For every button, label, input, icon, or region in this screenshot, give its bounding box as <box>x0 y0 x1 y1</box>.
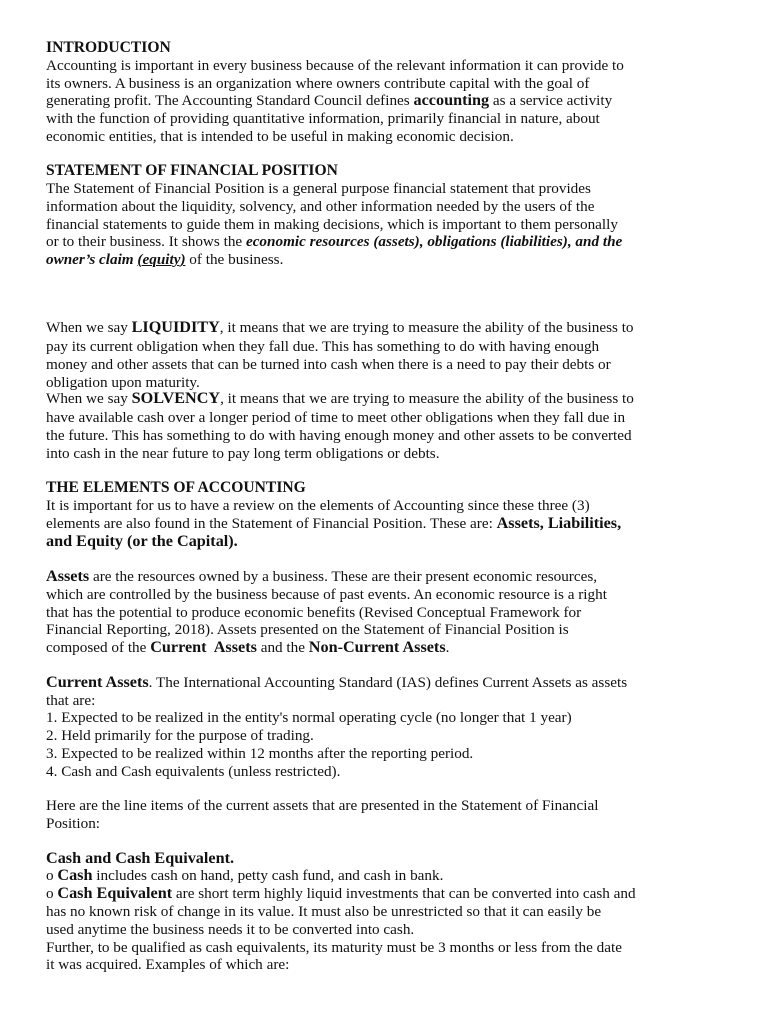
sfp-line: financial statements to guide them in making decisions, which is important to them personally <box>46 216 618 233</box>
sfp-line: The Statement of Financial Position is a general purpose financial statement that provides <box>46 180 591 197</box>
liquidity-line: obligation upon maturity. <box>46 374 200 391</box>
text-run: or to their business. It shows the <box>46 233 246 250</box>
cash-bullet <box>46 867 443 885</box>
text-run: , it means that we are trying to measure the ability of the business to <box>219 319 634 336</box>
line-items-text: Position: <box>46 815 101 832</box>
solvency-term: SOLVENCY <box>131 389 221 407</box>
intro-line: economic entities, that is intended to be useful in making economic decision. <box>46 128 514 145</box>
current-assets-heading: Current Assets <box>46 673 149 691</box>
intro-line: its owners. A business is an organization where owners contribute capital with the goal of <box>46 75 590 92</box>
cash-line: Further, to be qualified as cash equivalents, its maturity must be 3 months or less from the date <box>46 939 622 956</box>
non-current-assets-term: Non-Current Assets <box>308 638 446 656</box>
text-run: , it means that we are trying to measure the ability of the business to <box>220 390 634 407</box>
elements-heading: THE ELEMENTS OF ACCOUNTING <box>46 479 306 496</box>
text-run: composed of the <box>46 639 151 656</box>
text-run: of the business. <box>185 251 284 268</box>
intro-line: Accounting is important in every business because of the relevant information it can provide to <box>46 57 624 74</box>
text-run: are the resources owned by a business. These are their present economic resources, <box>89 568 598 585</box>
sfp-line <box>46 251 283 269</box>
current-assets-line: that are: <box>46 692 96 709</box>
solvency-line: the future. This has something to do with having enough money and other assets to be converted <box>46 427 632 444</box>
emphasis-text: economic resources (assets), obligations (liabilities), and the <box>245 233 623 250</box>
solvency-line: have available cash over a longer period of time to meet other obligations when they fall due in <box>46 409 626 426</box>
assets-term: Assets <box>46 567 90 585</box>
list-item: 1. Expected to be realized in the entity's normal operating cycle (no longer that 1 year) <box>46 709 572 726</box>
text-run: and the <box>256 639 309 656</box>
assets-line <box>46 568 597 586</box>
text-run: elements are also found in the Statement of Financial Position. These are: <box>46 515 497 532</box>
intro-line <box>46 92 612 110</box>
list-item: 3. Expected to be realized within 12 months after the reporting period. <box>46 745 474 762</box>
intro-line: with the function of providing quantitative information, primarily financial in nature, about <box>46 110 600 127</box>
sfp-line: information about the liquidity, solvency, and other information needed by the users of the <box>46 198 595 215</box>
assets-line: Financial Reporting, 2018). Assets presented on the Statement of Financial Position is <box>46 621 569 638</box>
assets-line: that has the potential to produce economic benefits (Revised Conceptual Framework for <box>46 604 582 621</box>
solvency-line <box>46 390 634 408</box>
bullet-marker: o <box>46 885 58 902</box>
elements-line <box>46 515 621 533</box>
text-run: When we say <box>46 319 132 336</box>
list-item: 2. Held primarily for the purpose of trading. <box>46 727 314 744</box>
cash-equivalent-term: Cash Equivalent <box>57 884 173 902</box>
cash-line: has no known risk of change in its value. It must also be unrestricted so that it can easily be <box>46 903 602 920</box>
text-run: includes cash on hand, petty cash fund, and cash in bank. <box>92 867 444 884</box>
text-run: When we say <box>46 390 132 407</box>
intro-heading: INTRODUCTION <box>46 39 171 56</box>
liquidity-line: money and other assets that can be turned into cash when there is a need to pay their debts or <box>46 356 611 373</box>
assets-line <box>46 639 449 657</box>
assets-line: which are controlled by the business because of past events. An economic resource is a right <box>46 586 607 603</box>
bullet-marker: o <box>46 867 58 884</box>
line-items-text: Here are the line items of the current assets that are presented in the Statement of Financial <box>46 797 599 814</box>
text-run: are short term highly liquid investments that can be converted into cash and <box>172 885 636 902</box>
list-item: 4. Cash and Cash equivalents (unless restricted). <box>46 763 341 780</box>
text-run: . <box>445 639 450 656</box>
accounting-term: accounting <box>413 91 490 109</box>
equity-term: (equity) <box>137 251 186 268</box>
text-run: generating profit. The Accounting Standard Council defines <box>46 92 414 109</box>
sfp-heading: STATEMENT OF FINANCIAL POSITION <box>46 162 338 179</box>
emphasis-text: owner’s claim <box>46 251 138 268</box>
cash-term: Cash <box>57 866 93 884</box>
liquidity-line: pay its current obligation when they fall due. This has something to do with having enough <box>46 338 600 355</box>
text-run: as a service activity <box>489 92 613 109</box>
current-assets-term: Current Assets <box>150 638 257 656</box>
elements-line-bold: and Equity (or the Capital). <box>46 532 238 550</box>
cash-line: used anytime the business needs it to be converted into cash. <box>46 921 415 938</box>
solvency-line: into cash in the near future to pay long term obligations or debts. <box>46 445 440 462</box>
liquidity-line <box>46 319 634 337</box>
cash-heading: Cash and Cash Equivalent. <box>46 849 235 867</box>
sfp-line <box>46 233 622 251</box>
current-assets-line <box>46 674 627 692</box>
cash-bullet <box>46 885 636 903</box>
elements-list-bold: Assets, Liabilities, <box>496 514 622 532</box>
elements-line: It is important for us to have a review on the elements of Accounting since these three (3) <box>46 497 590 514</box>
liquidity-term: LIQUIDITY <box>131 318 220 336</box>
text-run: . The International Accounting Standard (IAS) defines Current Assets as assets <box>148 674 628 691</box>
cash-line: it was acquired. Examples of which are: <box>46 956 290 973</box>
